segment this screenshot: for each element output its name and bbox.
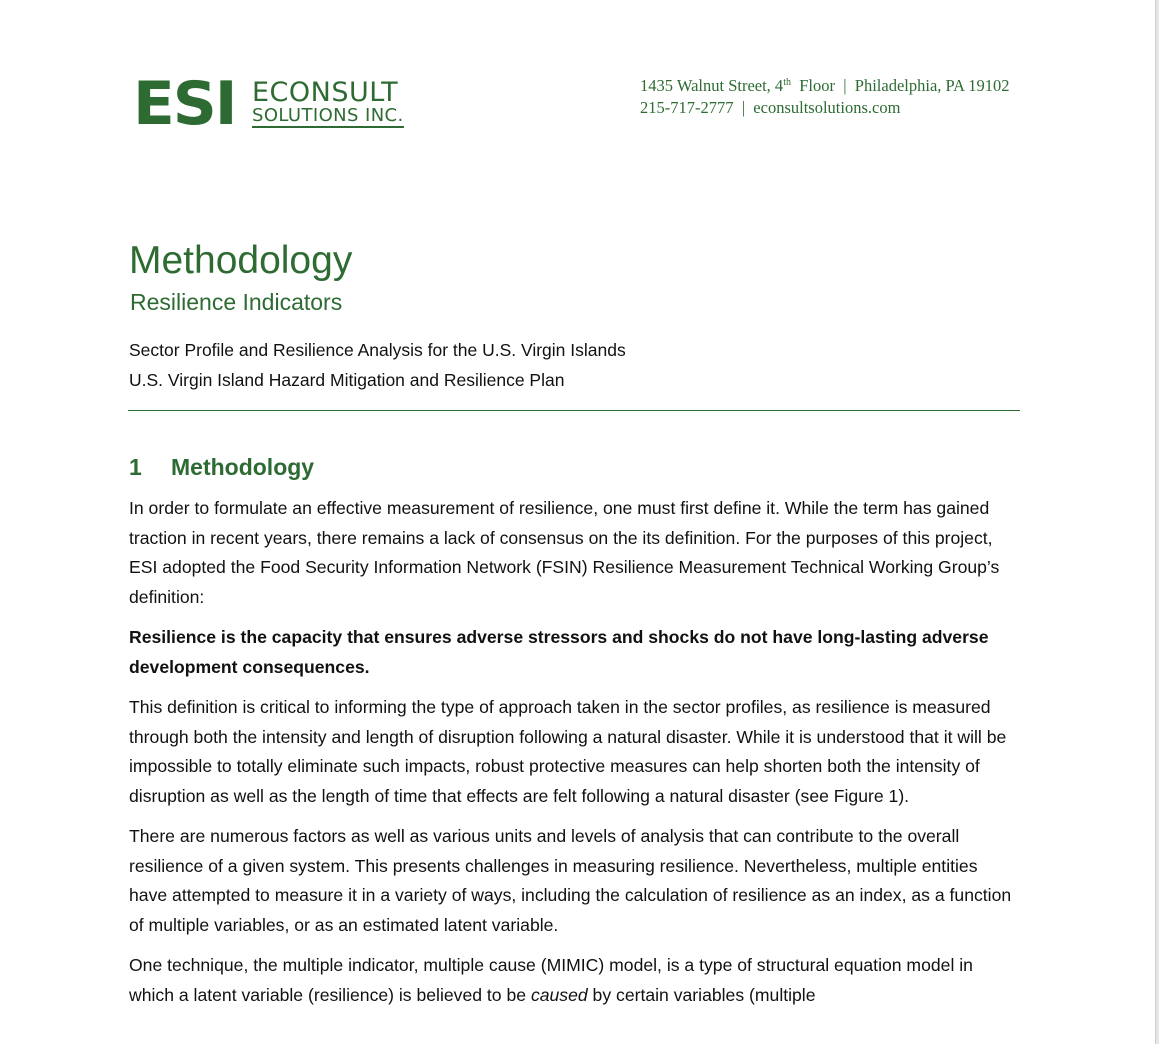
- definition-paragraph: Resilience is the capacity that ensures adverse stressors and shocks do not have long-lasting adverse development consequences.: [129, 627, 989, 677]
- paragraph: This definition is critical to informing the type of approach taken in the sector profiles, as resilience is measured through both the intensity and length of disruption following a natural disaster. While it is understood that it will be impossible to totally eliminate such impacts, robust protective measures can help shorten both the intensity of disruption as well as the length of time that effects are felt following a natural disaster (see Figure 1).: [129, 697, 1007, 806]
- page-subtitle: Resilience Indicators: [130, 289, 343, 315]
- address-line: [640, 75, 1010, 97]
- meta-line-1: Sector Profile and Resilience Analysis for the U.S. Virgin Islands: [129, 340, 626, 360]
- section-body: [129, 494, 1019, 1021]
- page-title: Methodology: [129, 239, 353, 282]
- logo-mark: ESI: [133, 69, 236, 139]
- paragraph: There are numerous factors as well as various units and levels of analysis that can contribute to the overall resilience of a given system. This presents challenges in measuring resilience. Nevertheless, multiple entities have attempted to measure it in a variety of ways, including the calculation of resilience as an index, as a function of multiple variables, or as an estimated latent variable.: [129, 826, 1012, 935]
- logo-line-2: SOLUTIONS INC.: [252, 105, 404, 126]
- divider: [128, 410, 1020, 411]
- paragraph: [129, 951, 1019, 1010]
- paragraph-text: by certain variables (multiple: [587, 984, 816, 1005]
- contact-line: 215-717-2777 | econsultsolutions.com: [640, 98, 901, 117]
- document-meta: [129, 335, 626, 395]
- page-edge: [1155, 0, 1159, 1044]
- address-floor-city: Floor | Philadelphia, PA 19102: [790, 76, 1010, 95]
- econsult-logo: [133, 69, 453, 139]
- paragraph: In order to formulate an effective measurement of resilience, one must first define it. While the term has gained traction in recent years, there remains a lack of consensus on the its definition. For the purposes of this project, ESI adopted the Food Security Information Network (FSIN) Resilience Measurement Technical Working Group’s definition:: [129, 498, 1000, 607]
- emphasis: caused: [530, 984, 588, 1005]
- address-ordinal: th: [783, 77, 791, 88]
- meta-line-2: U.S. Virgin Island Hazard Mitigation and Resilience Plan: [129, 370, 565, 390]
- logo-wordmark: [252, 79, 404, 128]
- address-street: 1435 Walnut Street, 4: [640, 76, 784, 95]
- header-address: [640, 75, 1010, 119]
- section-title: Methodology: [171, 454, 315, 480]
- section-number: 1: [129, 454, 142, 480]
- logo-line-1: ECONSULT: [252, 77, 399, 108]
- section-heading: [129, 452, 314, 482]
- paragraph-text: One technique, the multiple indicator, multiple cause (MIMIC) model, is a type of structural equation model in which a latent variable (resilience) is believed to be: [129, 955, 973, 1005]
